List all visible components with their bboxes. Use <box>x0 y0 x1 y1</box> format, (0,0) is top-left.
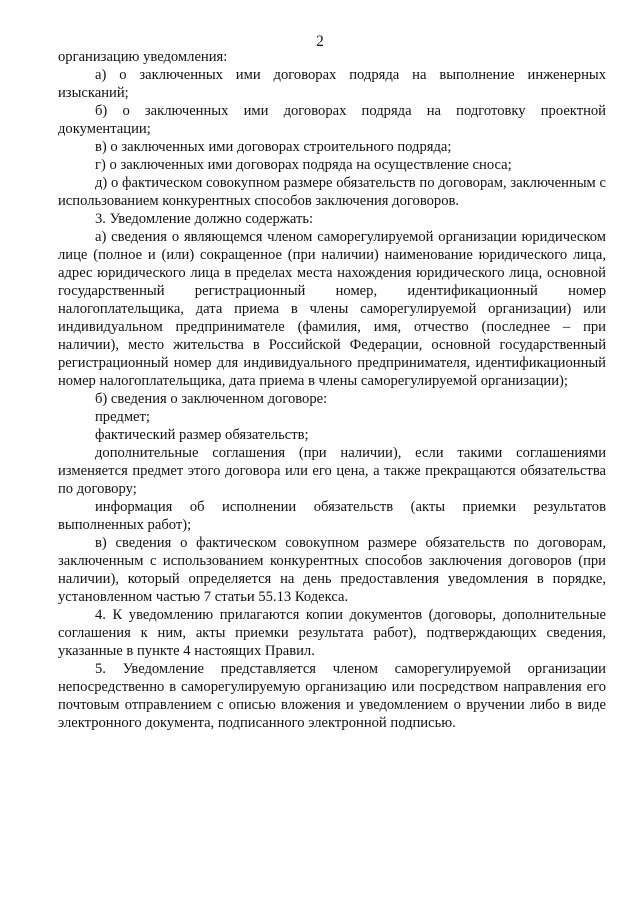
paragraph-additional-agreements: дополнительные соглашения (при наличии), если такими соглашениями изменяется предмет этого договора или его цена, а также прекращаются обязательства по договору; <box>58 445 606 497</box>
paragraph-item-b-design: б) о заключенных ими договорах подряда на подготовку проектной документации; <box>58 103 606 137</box>
document-body <box>58 48 606 732</box>
paragraph-section-3-a-member-info: а) сведения о являющемся членом саморегулируемой организации юридическом лице (полное и (или) сокращенное (при наличии) наименование юридического лица, адрес юридического лица в пределах места нахождения юридического лица, основной государственный регистрационный номер, идентификационный номер налогоплательщика, дата приема в члены саморегулируемой организации) или индивидуальном предпринимателе (фамилия, имя, отчество (последнее – при наличии), место жительства в Российской Федерации, основной государственный регистрационный номер для индивидуального предпринимателя, идентификационный номер налогоплательщика, дата приема в члены саморегулируемой организации); <box>58 229 606 389</box>
paragraph-actual-obligations: фактический размер обязательств; <box>95 427 309 443</box>
paragraph-item-v-construction: в) о заключенных ими договорах строительного подряда; <box>95 139 452 155</box>
paragraph-execution-info: информация об исполнении обязательств (акты приемки результатов выполненных работ); <box>58 499 606 533</box>
paragraph-section-3-v-total-obligations: в) сведения о фактическом совокупном размере обязательств по договорам, заключенным с использованием конкурентных способов заключения договоров (при наличии), который определяется на день предоставления уведомления в порядке, установленном частью 7 статьи 55.13 Кодекса. <box>58 535 606 605</box>
page-number: 2 <box>316 33 324 50</box>
paragraph-item-d-obligations: д) о фактическом совокупном размере обязательств по договорам, заключенным с использованием конкурентных способов заключения договоров. <box>58 175 606 209</box>
paragraph-section-5-submission: 5. Уведомление представляется членом саморегулируемой организации непосредственно в саморегулируемую организацию или посредством направления его почтовым отправлением с описью вложения и уведомлением о вручении либо в виде электронного документа, подписанного электронной подписью. <box>58 661 606 731</box>
paragraph-item-g-demolition: г) о заключенных ими договорах подряда на осуществление сноса; <box>95 157 512 173</box>
paragraph-section-4-attachments: 4. К уведомлению прилагаются копии документов (договоры, дополнительные соглашения к ним, акты приемки результата работ), подтверждающих сведения, указанные в пункте 4 настоящих Правил. <box>58 607 606 659</box>
paragraph-section-3-b-contract-info: б) сведения о заключенном договоре: <box>95 391 328 407</box>
paragraph-item-a-surveys: а) о заключенных ими договорах подряда на выполнение инженерных изысканий; <box>58 67 606 101</box>
paragraph-intro-continuation: организацию уведомления: <box>58 49 228 65</box>
paragraph-subject: предмет; <box>95 409 150 425</box>
paragraph-section-3-heading: 3. Уведомление должно содержать: <box>95 211 314 227</box>
